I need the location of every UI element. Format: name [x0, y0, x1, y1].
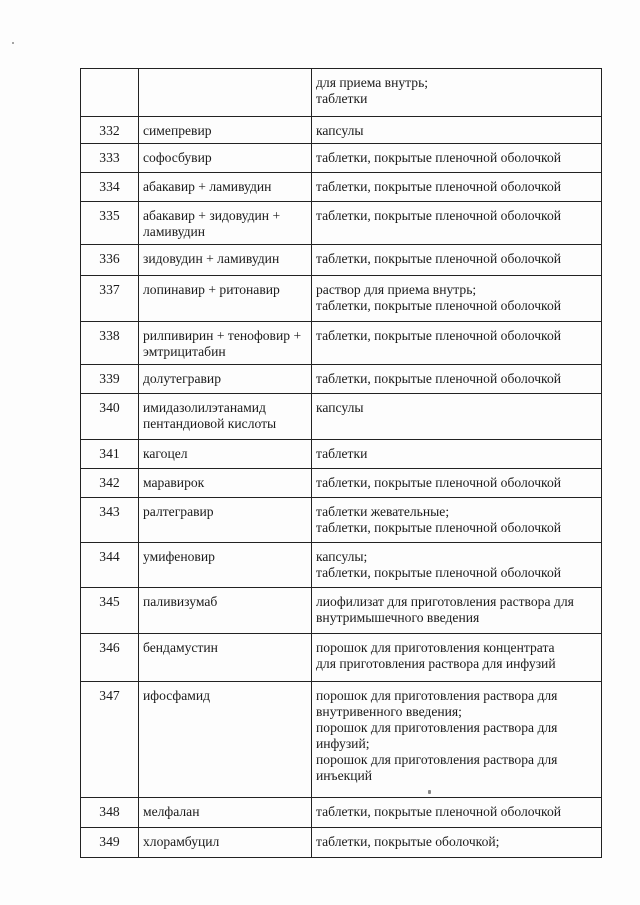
table-row — [81, 322, 602, 365]
drug-name: хлорамбуцил — [139, 828, 312, 858]
table-row — [81, 798, 602, 828]
table-row — [81, 394, 602, 440]
dosage-form-line: раствор для приема внутрь; — [316, 282, 477, 297]
drug-name: бендамустин — [139, 634, 312, 682]
dosage-forms — [312, 202, 602, 245]
table-row — [81, 173, 602, 202]
drug-name: ифосфамид — [139, 682, 312, 798]
row-number: 343 — [81, 498, 139, 543]
row-number: 336 — [81, 245, 139, 276]
dosage-form-line: инъекций — [316, 768, 373, 783]
dosage-forms — [312, 276, 602, 322]
dosage-forms — [312, 828, 602, 858]
dosage-forms — [312, 588, 602, 634]
drug-name: лопинавир + ритонавир — [139, 276, 312, 322]
dosage-form-line: таблетки, покрытые пленочной оболочкой — [316, 298, 562, 313]
dosage-forms — [312, 365, 602, 394]
dosage-form-line: таблетки, покрытые пленочной оболочкой — [316, 804, 562, 819]
row-number: 333 — [81, 144, 139, 173]
dosage-forms — [312, 682, 602, 798]
dosage-form-line: таблетки жевательные; — [316, 504, 450, 519]
row-number: 342 — [81, 469, 139, 498]
dosage-form-line: таблетки — [316, 446, 368, 461]
scan-speck — [12, 42, 14, 44]
dosage-form-line: таблетки, покрытые пленочной оболочкой — [316, 208, 562, 223]
dosage-forms — [312, 117, 602, 144]
table-row — [81, 634, 602, 682]
dosage-form-line: лиофилизат для приготовления раствора для — [316, 594, 574, 609]
row-number: 348 — [81, 798, 139, 828]
dosage-forms — [312, 498, 602, 543]
dosage-form-line: инфузий; — [316, 736, 370, 751]
dosage-form-line: капсулы; — [316, 549, 368, 564]
table-row — [81, 245, 602, 276]
dosage-forms — [312, 322, 602, 365]
drug-name: софосбувир — [139, 144, 312, 173]
dosage-forms — [312, 394, 602, 440]
row-number: 337 — [81, 276, 139, 322]
dosage-form-line: таблетки — [316, 91, 368, 106]
row-number: 346 — [81, 634, 139, 682]
drug-name: абакавир + зидовудин + ламивудин — [139, 202, 312, 245]
table-row — [81, 365, 602, 394]
dosage-form-line: таблетки, покрытые пленочной оболочкой — [316, 150, 562, 165]
table-row — [81, 117, 602, 144]
drug-name: имидазолилэтанамид пентандиовой кислоты — [139, 394, 312, 440]
drug-name: мелфалан — [139, 798, 312, 828]
table-row — [81, 202, 602, 245]
drug-name — [139, 69, 312, 117]
drug-name: маравирок — [139, 469, 312, 498]
dosage-form-line: порошок для приготовления раствора для — [316, 752, 558, 767]
dosage-form-line: капсулы — [316, 400, 364, 415]
dosage-form-line: внутримышечного введения — [316, 610, 480, 625]
dosage-form-line: капсулы — [316, 123, 364, 138]
row-number: 347 — [81, 682, 139, 798]
table-row — [81, 440, 602, 469]
drug-name: паливизумаб — [139, 588, 312, 634]
dosage-form-line: порошок для приготовления концентрата — [316, 640, 555, 655]
dosage-form-line: таблетки, покрытые пленочной оболочкой — [316, 371, 562, 386]
drug-list-table — [80, 68, 602, 858]
dosage-form-line: порошок для приготовления раствора для — [316, 688, 558, 703]
dosage-form-line: внутривенного введения; — [316, 704, 462, 719]
table-row — [81, 828, 602, 858]
dosage-forms — [312, 634, 602, 682]
dosage-forms — [312, 245, 602, 276]
dosage-form-line: таблетки, покрытые пленочной оболочкой — [316, 520, 562, 535]
row-number: 341 — [81, 440, 139, 469]
row-number: 340 — [81, 394, 139, 440]
table-row — [81, 144, 602, 173]
drug-name: зидовудин + ламивудин — [139, 245, 312, 276]
dosage-form-line: таблетки, покрытые пленочной оболочкой — [316, 251, 562, 266]
dosage-form-line: таблетки, покрытые оболочкой; — [316, 834, 500, 849]
table-row — [81, 588, 602, 634]
row-number: 339 — [81, 365, 139, 394]
row-number: 338 — [81, 322, 139, 365]
row-number — [81, 69, 139, 117]
row-number: 335 — [81, 202, 139, 245]
dosage-form-line: таблетки, покрытые пленочной оболочкой — [316, 179, 562, 194]
dosage-forms — [312, 469, 602, 498]
drug-name: умифеновир — [139, 543, 312, 588]
dosage-forms — [312, 173, 602, 202]
drug-name: кагоцел — [139, 440, 312, 469]
row-number: 349 — [81, 828, 139, 858]
row-number: 334 — [81, 173, 139, 202]
drug-name: ралтегравир — [139, 498, 312, 543]
dosage-form-line: таблетки, покрытые пленочной оболочкой — [316, 328, 562, 343]
drug-name: абакавир + ламивудин — [139, 173, 312, 202]
row-number: 345 — [81, 588, 139, 634]
drug-name: долутегравир — [139, 365, 312, 394]
table-row — [81, 469, 602, 498]
dosage-form-line: таблетки, покрытые пленочной оболочкой — [316, 565, 562, 580]
dosage-form-line: порошок для приготовления раствора для — [316, 720, 558, 735]
table-row — [81, 498, 602, 543]
table-row — [81, 543, 602, 588]
dosage-form-line: для приема внутрь; — [316, 75, 429, 90]
drug-name: рилпивирин + тенофовир + эмтрицитабин — [139, 322, 312, 365]
table-row — [81, 69, 602, 117]
table-row — [81, 682, 602, 798]
dosage-forms — [312, 440, 602, 469]
dosage-form-line: для приготовления раствора для инфузий — [316, 656, 556, 671]
dosage-forms — [312, 69, 602, 117]
row-number: 332 — [81, 117, 139, 144]
table-row — [81, 276, 602, 322]
dosage-forms — [312, 798, 602, 828]
dosage-forms — [312, 144, 602, 173]
row-number: 344 — [81, 543, 139, 588]
drug-name: симепревир — [139, 117, 312, 144]
dosage-form-line: таблетки, покрытые пленочной оболочкой — [316, 475, 562, 490]
dosage-forms — [312, 543, 602, 588]
